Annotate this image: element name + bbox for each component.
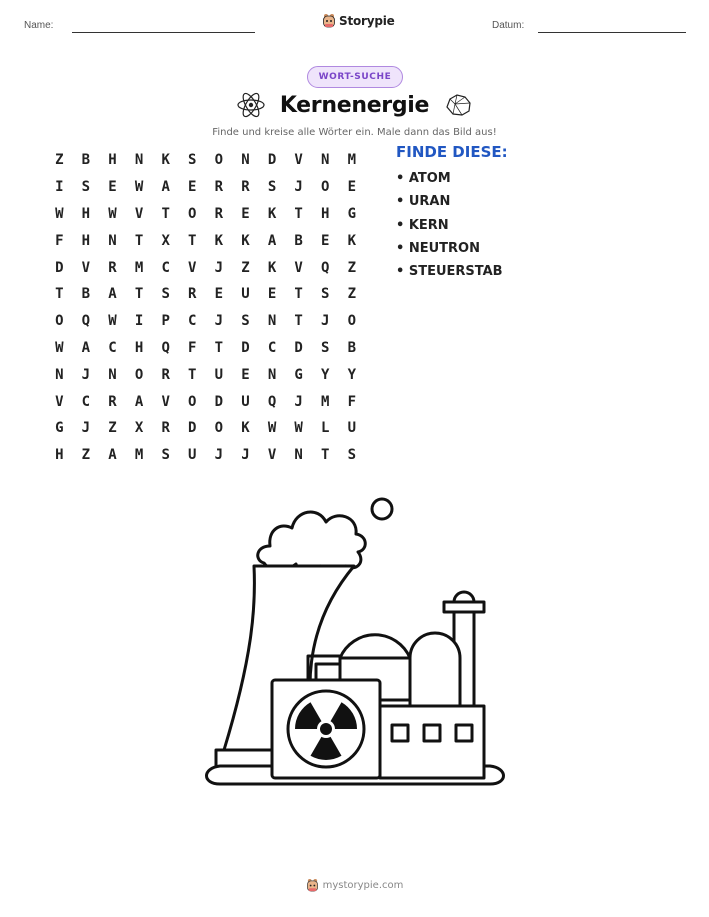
grid-letter: A [134, 393, 144, 410]
grid-letter: T [161, 205, 170, 222]
grid-letter: Z [55, 152, 64, 169]
grid-letter: G [294, 366, 303, 383]
grid-letter: T [321, 447, 330, 464]
grid-letter: M [134, 447, 144, 464]
word-item: • STEUERSTAB [396, 264, 503, 280]
grid-letter: J [321, 313, 330, 330]
grid-letter: M [347, 152, 357, 169]
grid-letter: R [161, 366, 170, 383]
grid-letter: L [321, 420, 330, 437]
grid-letter: B [81, 286, 91, 303]
grid-letter: F [55, 232, 64, 249]
grid-letter: J [294, 179, 303, 196]
grid-letter: S [347, 447, 357, 464]
grid-letter: S [267, 179, 277, 196]
grid-letter: G [347, 205, 357, 222]
grid-letter: H [134, 339, 144, 356]
nuclear-power-plant-illustration [200, 488, 510, 793]
brand-logo [322, 13, 395, 29]
grid-letter: H [55, 447, 64, 464]
grid-letter: V [134, 205, 144, 222]
grid-letter: M [321, 393, 330, 410]
grid-letter: G [55, 420, 64, 437]
grid-letter: K [161, 152, 170, 169]
grid-letter: W [108, 205, 117, 222]
word-item: • NEUTRON [396, 240, 480, 256]
grid-letter: Z [347, 286, 357, 303]
grid-letter: J [241, 447, 250, 464]
grid-letter: C [81, 393, 91, 410]
grid-letter: N [321, 152, 330, 169]
footer-url: mystorypie.com [322, 880, 404, 891]
grid-letter: H [108, 152, 117, 169]
grid-letter: F [347, 393, 357, 410]
grid-letter: K [241, 420, 250, 437]
instructions: Finde und kreise alle Wörter ein. Male dann das Bild aus! [212, 127, 497, 138]
grid-letter: K [347, 232, 357, 249]
storypie-logo-icon [322, 13, 336, 29]
grid-letter: Q [267, 393, 277, 410]
grid-letter: D [267, 152, 277, 169]
grid-letter: I [55, 179, 64, 196]
atom-icon [236, 92, 266, 118]
grid-letter: Z [108, 420, 117, 437]
grid-letter: O [347, 313, 357, 330]
grid-letter: O [55, 313, 64, 330]
grid-letter: Q [81, 313, 91, 330]
grid-letter: T [294, 205, 303, 222]
grid-letter: K [267, 259, 277, 276]
grid-letter: S [81, 179, 91, 196]
name-write-line [72, 32, 255, 33]
grid-letter: J [214, 313, 224, 330]
word-list-heading: FINDE DIESE: [396, 143, 508, 161]
grid-letter: J [214, 259, 224, 276]
grid-letter: U [214, 366, 224, 383]
grid-letter: O [214, 420, 224, 437]
grid-letter: W [134, 179, 144, 196]
grid-letter: A [267, 232, 277, 249]
steam-cloud [258, 512, 366, 573]
grid-letter: T [55, 286, 64, 303]
grid-letter: R [241, 179, 250, 196]
grid-letter: H [81, 232, 91, 249]
grid-letter: Z [241, 259, 250, 276]
grid-letter: J [81, 420, 91, 437]
grid-letter: T [294, 286, 303, 303]
grid-letter: C [188, 313, 197, 330]
grid-letter: D [55, 259, 64, 276]
grid-letter: W [55, 339, 64, 356]
grid-letter: V [294, 259, 303, 276]
grid-letter: V [55, 393, 64, 410]
grid-letter: H [321, 205, 330, 222]
page-title: Kernenergie [279, 92, 430, 118]
grid-letter: A [108, 286, 117, 303]
grid-letter: X [161, 232, 170, 249]
grid-letter: E [108, 179, 117, 196]
grid-letter: Y [321, 366, 330, 383]
grid-letter: H [81, 205, 91, 222]
grid-letter: T [188, 232, 197, 249]
grid-letter: O [188, 205, 197, 222]
grid-letter: A [108, 447, 117, 464]
grid-letter: O [214, 152, 224, 169]
grid-letter: T [294, 313, 303, 330]
grid-letter: R [214, 179, 224, 196]
grid-letter: T [188, 366, 197, 383]
word-item: • ATOM [396, 171, 451, 186]
grid-letter: N [241, 152, 250, 169]
grid-letter: C [108, 339, 117, 356]
grid-letter: S [321, 339, 330, 356]
storypie-logo-icon [306, 878, 319, 893]
title-row [0, 92, 709, 118]
grid-letter: T [134, 232, 144, 249]
word-item: • URAN [396, 194, 451, 210]
word-list [396, 143, 508, 287]
grid-letter: W [267, 420, 277, 437]
grid-letter: X [134, 420, 144, 437]
grid-letter: T [134, 286, 144, 303]
grid-letter: O [321, 179, 330, 196]
grid-letter: V [161, 393, 170, 410]
grid-letter: D [241, 339, 250, 356]
grid-letter: R [108, 393, 117, 410]
grid-letter: B [347, 339, 357, 356]
grid-letter: W [108, 313, 117, 330]
grid-letter: E [267, 286, 277, 303]
name-label: Name: [24, 20, 54, 31]
grid-letter: F [188, 339, 197, 356]
grid-letter: J [294, 393, 303, 410]
grid-letter: S [161, 447, 170, 464]
grid-letter: U [241, 286, 250, 303]
grid-letter: M [134, 259, 144, 276]
grid-letter: V [294, 152, 303, 169]
grid-letter: N [294, 447, 303, 464]
grid-letter: V [81, 259, 91, 276]
grid-letter: K [267, 205, 277, 222]
grid-letter: N [108, 232, 117, 249]
grid-letter: N [108, 366, 117, 383]
grid-letter: W [55, 205, 64, 222]
grid-letter: Y [347, 366, 357, 383]
worksheet-type-badge: WORT-SUCHE [307, 66, 403, 88]
grid-letter: A [161, 179, 170, 196]
grid-letter: Q [161, 339, 170, 356]
grid-letter: E [214, 286, 224, 303]
uranium-rock-icon [443, 92, 473, 118]
grid-letter: V [267, 447, 277, 464]
brand-name: Storypie [339, 14, 395, 28]
grid-letter: E [188, 179, 197, 196]
grid-letter: B [294, 232, 303, 249]
grid-letter: J [214, 447, 224, 464]
grid-letter: R [108, 259, 117, 276]
grid-letter: W [294, 420, 303, 437]
grid-letter: C [267, 339, 277, 356]
grid-letter: V [188, 259, 197, 276]
grid-letter: S [161, 286, 170, 303]
grid-letter: N [267, 366, 277, 383]
date-label: Datum: [492, 20, 525, 31]
grid-letter: I [134, 313, 144, 330]
grid-letter: A [81, 339, 91, 356]
grid-letter: D [188, 420, 197, 437]
grid-letter: R [188, 286, 197, 303]
steam-puff [372, 499, 392, 519]
grid-letter: O [188, 393, 197, 410]
grid-letter: D [294, 339, 303, 356]
grid-letter: N [55, 366, 64, 383]
grid-letter: Q [321, 259, 330, 276]
grid-letter: U [241, 393, 250, 410]
grid-letter: Z [347, 259, 357, 276]
grid-letter: C [161, 259, 170, 276]
grid-letter: S [188, 152, 197, 169]
grid-letter: D [214, 393, 224, 410]
grid-letter: J [81, 366, 91, 383]
grid-letter: B [81, 152, 91, 169]
date-write-line [538, 32, 686, 33]
grid-letter: P [161, 313, 170, 330]
grid-letter: N [267, 313, 277, 330]
grid-letter: S [241, 313, 250, 330]
grid-letter: S [321, 286, 330, 303]
grid-letter: U [347, 420, 357, 437]
grid-letter: K [214, 232, 224, 249]
grid-letter: E [241, 205, 250, 222]
grid-letter: R [161, 420, 170, 437]
grid-letter: E [321, 232, 330, 249]
grid-letter: R [214, 205, 224, 222]
grid-letter: N [134, 152, 144, 169]
reactor-dome [410, 633, 460, 708]
word-item: • KERN [396, 217, 449, 233]
grid-letter: O [134, 366, 144, 383]
footer [0, 878, 709, 893]
grid-letter: U [188, 447, 197, 464]
grid-letter: K [241, 232, 250, 249]
grid-letter: E [347, 179, 357, 196]
grid-letter: Z [81, 447, 91, 464]
grid-letter: E [241, 366, 250, 383]
word-search-grid [46, 147, 365, 469]
grid-letter: T [214, 339, 224, 356]
